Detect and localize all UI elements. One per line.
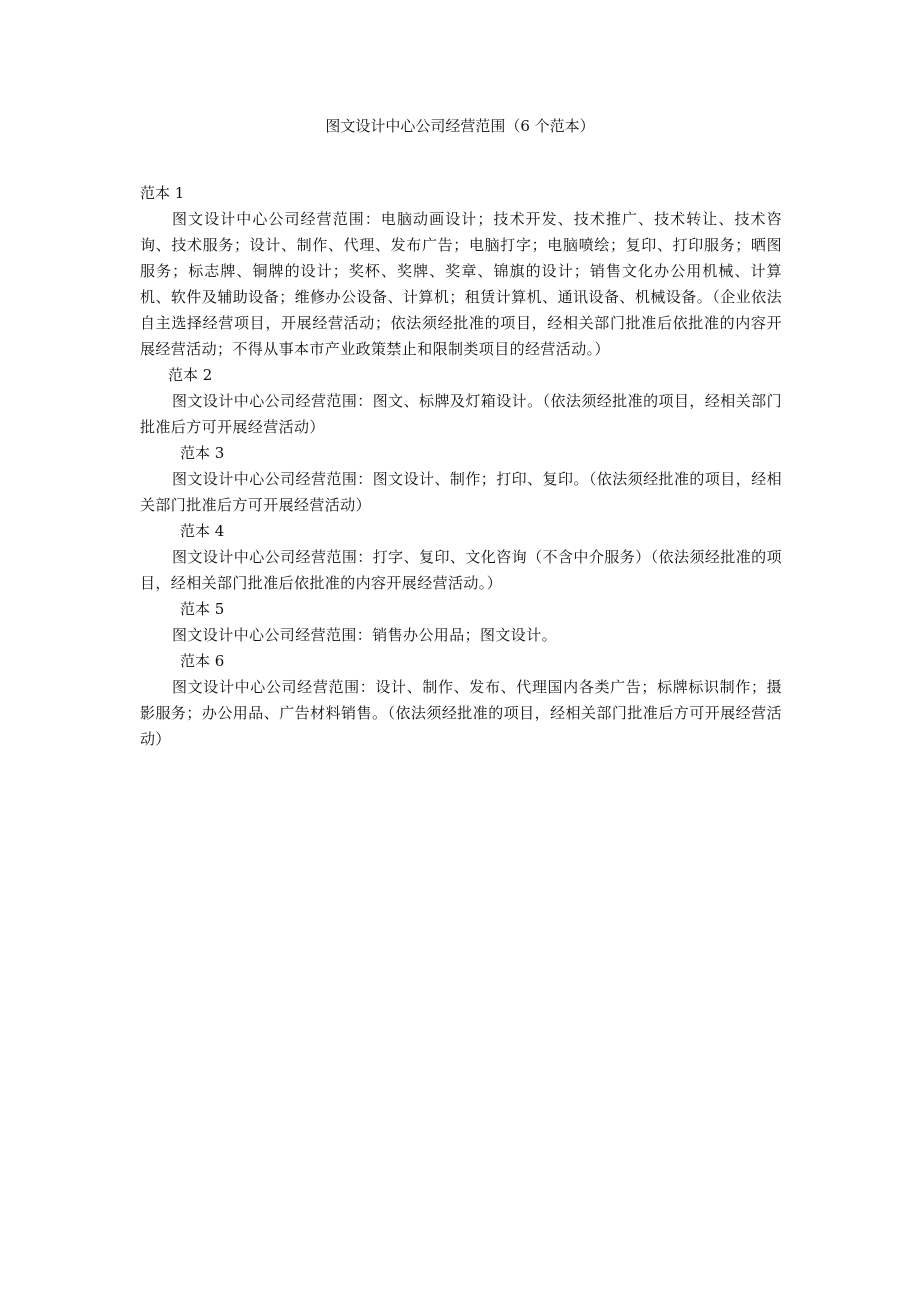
sample-text-5: 图文设计中心公司经营范围：销售办公用品；图文设计。	[172, 626, 558, 644]
sample-heading-1: 范本 1	[140, 184, 185, 202]
document-title: 图文设计中心公司经营范围（6 个范本）	[325, 117, 595, 135]
sample-text-3: 图文设计中心公司经营范围：图文设计、制作；打印、复印。（依法须经批准的项目，经相关部门批准后方可开展经营活动）	[140, 470, 782, 514]
sample-section-3	[140, 440, 782, 518]
sample-text-4: 图文设计中心公司经营范围：打字、复印、文化咨询（不含中介服务）（依法须经批准的项目，经相关部门批准后依批准的内容开展经营活动。）	[140, 548, 782, 592]
sample-text-6: 图文设计中心公司经营范围：设计、制作、发布、代理国内各类广告；标牌标识制作；摄影服务；办公用品、广告材料销售。（依法须经批准的项目，经相关部门批准后方可开展经营活动）	[140, 678, 782, 748]
sample-heading-4: 范本 4	[180, 522, 225, 540]
sample-text-2: 图文设计中心公司经营范围：图文、标牌及灯箱设计。（依法须经批准的项目，经相关部门批准后方可开展经营活动）	[140, 392, 782, 436]
document-body	[140, 180, 782, 752]
sample-section-4	[140, 518, 782, 596]
sample-section-2	[140, 362, 782, 440]
sample-heading-2: 范本 2	[168, 366, 213, 384]
sample-section-6	[140, 648, 782, 752]
sample-section-1	[140, 180, 782, 362]
sample-heading-3: 范本 3	[180, 444, 225, 462]
sample-heading-6: 范本 6	[180, 652, 225, 670]
sample-text-1: 图文设计中心公司经营范围：电脑动画设计；技术开发、技术推广、技术转让、技术咨询、技术服务；设计、制作、代理、发布广告；电脑打字；电脑喷绘；复印、打印服务；晒图服务；标志牌、铜牌的设计；奖杯、奖牌、奖章、锦旗的设计；销售文化办公用机械、计算机、软件及辅助设备；维修办公设备、计算机；租赁计算机、通讯设备、机械设备。（企业依法自主选择经营项目，开展经营活动；依法须经批准的项目，经相关部门批准后依批准的内容开展经营活动；不得从事本市产业政策禁止和限制类项目的经营活动。）	[140, 210, 782, 358]
sample-section-5	[140, 596, 782, 648]
sample-heading-5: 范本 5	[180, 600, 225, 618]
